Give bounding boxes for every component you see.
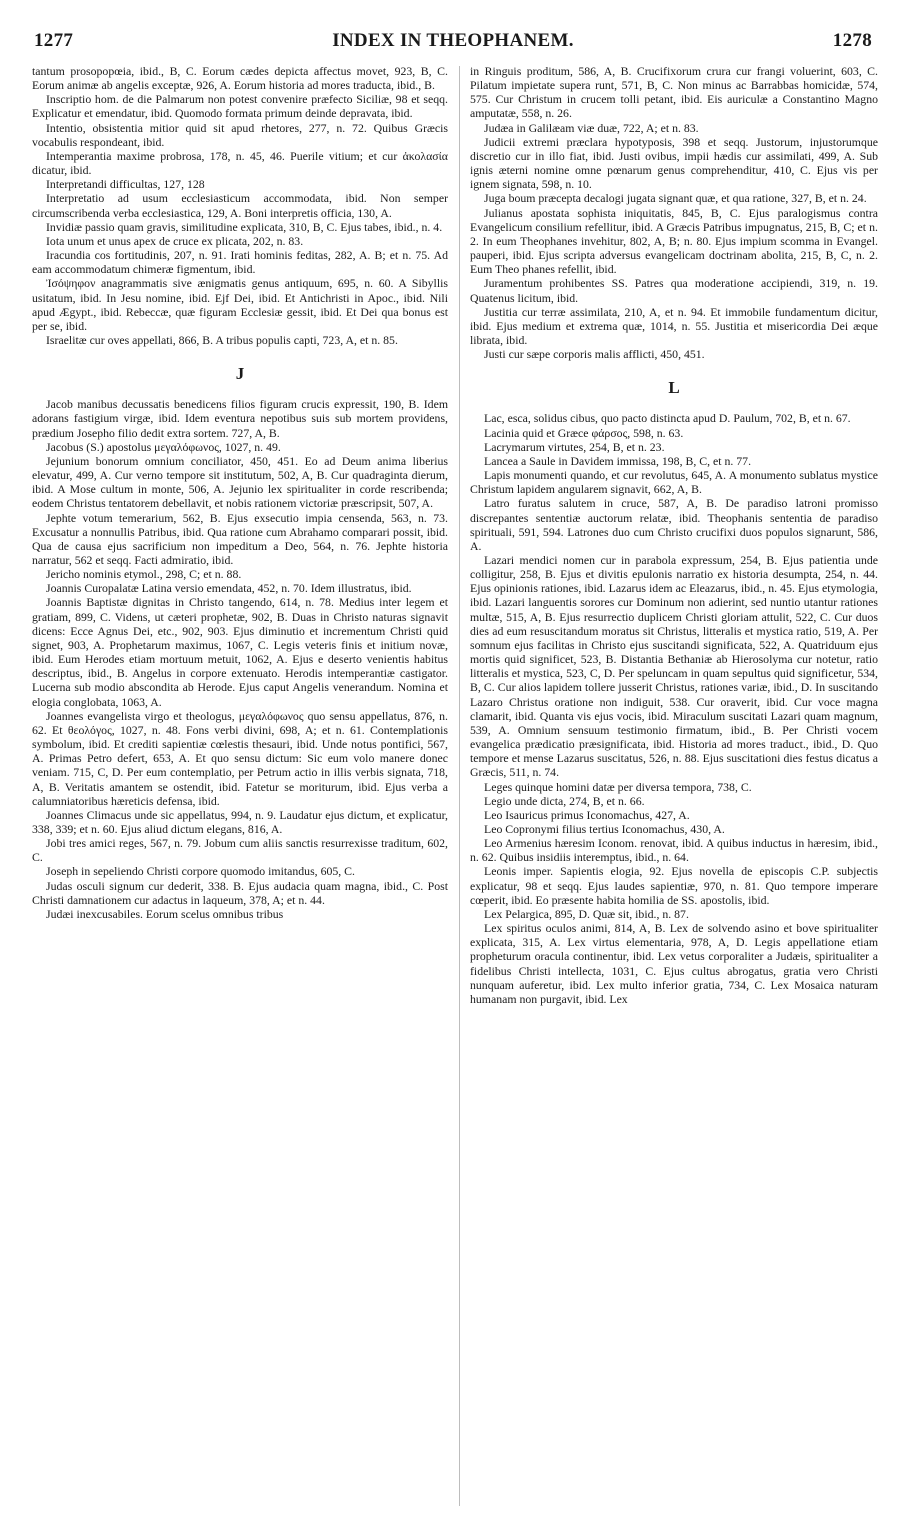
index-entry: Israelitæ cur oves appellati, 866, B. A tribus populis capti, 723, A, et n. 85. bbox=[46, 332, 398, 347]
index-entry: Ἰσόψηφον anagrammatis sive ænigmatis genus antiquum, 695, n. 60. A Sibyllis usitatum, ibid. In Jesu nomine, ibid. Ejf Dei, ibid. Et Antichristi in Apoc., ibid. Nili apud Ægypt., ibid. Rebeccæ, quæ figuram Ecclesiæ gessit, ibid. Et Dei qua bonus est per se, ibid. bbox=[32, 276, 448, 333]
index-entry: Lex spiritus oculos animi, 814, A, B. Lex de solvendo asino et bove spiritualiter explicata, 315, A. Lex virtus elementaria, 978, A, D. Legis appellatione etiam propheturum oracula continentur, ibid. Lex vetus corporaliter a Judæis, spiritualiter a fidelibus Christi intellecta, 1031, C. Ejus cultus abrogatus, gratia vero Christi nunquam auferetur, ibid. Lex multo inferior gratia, 734, C. Lex Mosaica naturam humanam non purgavit, ibid. Lex bbox=[470, 921, 878, 1006]
running-title: INDEX IN THEOPHANEM. bbox=[332, 30, 574, 51]
index-entry: Lapis monumenti quando, et cur revolutus, 645, A. A monumento sublatus mystice Christum lapidem angularem signavit, 662, A, B. bbox=[470, 468, 878, 497]
index-entry: Jacob manibus decussatis benedicens filios figuram crucis expressit, 190, B. Idem adorans fastigium virgæ, ibid. Idem eventura nepotibus suis sub mortem providens, prædium Josepho filio dedit extra sortem. 727, A, B. bbox=[32, 397, 448, 440]
index-entry: Lazari mendici nomen cur in parabola expressum, 254, B. Ejus patientia unde colligitur, 258, B. Ejus et divitis epulonis narratio ex historia desumpta, 254, n. 44. Ejus opinionis rationes, ibid. Lazarus idem ac Eleazarus, ibid., n. 45. Ejus etymologia, ibid. Lazari languentis sorores cur Dominum non adierint, sed nuntio utantur rationes multæ, 515, A, B. Ejus resurrectio duplicem Christi gloriam attulit, 522, C. Cur duos dies ad eum resuscitandum moratus sit Christus, litteralis et mystica ratio, 519, A. Per somnum ejus facilitas in Christo ejus suscitandi significata, 522, A. Quatriduum ejus mortis quid significet, 523, B. Distantia Bethaniæ ab Hierosolyma cur notetur, ratio litteralis et mystica, 523, C, D. Per speluncam in quam sepultus quid significetur, 534, B, C. Cur alios lapidem tollere jusserit Christus, rationes variæ, ibid., D. In suscitando Lazaro Christus oratione non indiguit, 538. Cur oraverit, ibid. Cur voce magna clamarit, ibid. Quanta vis ejus vocis, ibid. Miraculum suscitati Lazari quam magnum, 539, A. Omnium sensuum testimonio firmatum, ibid., B. Per Christi vocem evangelica prædicatio præsignificata, ibid. Historia ad mores traduct., ibid., D. Quo tempore et mense Lazarus suscitatus, 526, n. 88. Ejus suscitationi dies festus dicatus a Græcis, 511, n. 74. bbox=[470, 553, 878, 780]
index-entry: Jejunium bonorum omnium conciliator, 450, 451. Eo ad Deum anima liberius elevatur, 499, A. Cur verno tempore sit institutum, 502, A, B. Cur quadraginta dierum, ibid. A Mose cultum in monte, 506, A. Jejunio lex spiritualiter in corde rescribenda; eodem Christus tentatorem debellavit, et nobis rationem victoriæ præscripsit, 507, A. bbox=[32, 453, 448, 511]
index-entry: Joannis Curopalatæ Latina versio emendata, 452, n. 70. Idem illustratus, ibid. bbox=[46, 581, 412, 596]
index-entry: Leo Armenius hæresim Iconom. renovat, ibid. A quibus inductus in hæresim, ibid., n. 62. Quibus insidiis interemptus, ibid., n. 64. bbox=[470, 836, 878, 865]
index-entry: Leges quinque homini datæ per diversa tempora, 738, C. bbox=[484, 779, 752, 794]
index-entry: Judicii extremi præclara hypotyposis, 398 et seqq. Justorum, injustorumque discretio cur in illo fiat, ibid. Justi ovibus, impii hædis cur assimilati, 499, A. Sub ignis æterni nomine omne pœnarum genus comprehenditur, 410, C. Ejus vis per ignem signata, 598, n. 10. bbox=[470, 134, 878, 192]
index-entry: Lac, esca, solidus cibus, quo pacto distincta apud D. Paulum, 702, B, et n. 67. bbox=[484, 411, 851, 426]
index-entry: Latro furatus salutem in cruce, 587, A, B. De paradiso latroni promisso discrepantes sententiæ auctorum relatæ, ibid. Theophanis sententia de paradiso spirituali, 591, 594. Latrones duo cum Christo crucifixi duos populos signarunt, 586, A. bbox=[470, 496, 878, 553]
index-entry: Juga boum præcepta decalogi jugata signant quæ, et qua ratione, 327, B, et n. 24. bbox=[484, 191, 867, 206]
index-entry: Joseph in sepeliendo Christi corpore quomodo imitandus, 605, C. bbox=[46, 864, 355, 879]
index-entry: Judæa in Galilæam viæ duæ, 722, A; et n. 83. bbox=[484, 120, 699, 135]
index-entry: Iota unum et unus apex de cruce ex plicata, 202, n. 83. bbox=[46, 233, 304, 248]
index-entry: Invidiæ passio quam gravis, similitudine explicata, 310, B, C. Ejus tabes, ibid., n. 4. bbox=[46, 219, 443, 234]
index-entry: Intemperantia maxime probrosa, 178, n. 45, 46. Puerile vitium; et cur ἀκολασία dicatur, ibid. bbox=[32, 148, 448, 178]
page-header bbox=[34, 30, 872, 60]
index-entry: Jobi tres amici reges, 567, n. 79. Jobum cum aliis sanctis resurrexisse traditum, 602, C. bbox=[32, 836, 448, 865]
index-entry: Julianus apostata sophista iniquitatis, 845, B, C. Ejus paralogismus contra Evangelicum consilium refellitur, ibid. A Græcis Patribus impugnatus, 215, B, C; et n. 2. In eum Theophanes invehitur, 802, A, B; n. 80. Ejus impium scomma in Evangel. pauperi, ibid. Ejus scripta adversus evangelicam doctrinam abolita, 215, B, C, n. 2. Eum Theo phanes refellit, ibid. bbox=[470, 205, 878, 277]
index-entry: Joannis Baptistæ dignitas in Christo tangendo, 614, n. 78. Medius inter legem et gratiam, 899, C. Videns, ut cæteri prophetæ, 902, B. Duas in Christo naturas signavit dicens: Ecce Agnus Dei, etc., 902, 903. Ejus diminutio et incrementum Christi quid signet, 903, A. Prophetarum maximus, 1067, C. Legis veteris finis et initium novæ, ibid. Eum Herodes etiam mortuum metuit, 1062, A. Ejus e deserto venientis habitus descriptus, ibid., B. Angelus in corpore extenuato. Herodis intemperantiæ castigator. Lucerna sub modio abscondita ab Herode. Ejus caput Angelis venerandum. Nomina et elogia conglobata, 1063, A. bbox=[32, 595, 448, 709]
index-entry: Intentio, obsistentia mitior quid sit apud rhetores, 277, n. 72. Quibus Græcis vocabulis respondeant, ibid. bbox=[32, 120, 448, 149]
index-entry: Lex Pelargica, 895, D. Quæ sit, ibid., n. 87. bbox=[484, 906, 689, 921]
index-entry: Judas osculi signum cur dederit, 338. B. Ejus audacia quam magna, ibid., C. Post Christi damnationem cur adactus in laqueum, 378, A; et n. 44. bbox=[32, 878, 448, 907]
index-entry: Joannes Climacus unde sic appellatus, 994, n. 9. Laudatur ejus dictum, et explicatur, 338, 339; et n. 60. Ejus aliud dictum elegans, 816, A. bbox=[32, 807, 448, 836]
index-entry: Interpretandi difficultas, 127, 128 bbox=[46, 177, 205, 192]
index-entry: Iracundia cos fortitudinis, 207, n. 91. Irati hominis feditas, 282, A. B; et n. 75. Ad eam accommodatum chimeræ figmentum, ibid. bbox=[32, 248, 448, 277]
left-page-number: 1277 bbox=[34, 30, 74, 51]
index-entry: Legio unde dicta, 274, B, et n. 66. bbox=[484, 793, 645, 808]
index-entry: Judæi inexcusabiles. Eorum scelus omnibus tribus bbox=[46, 906, 284, 921]
index-entry: Lacinia quid et Græce φάρσος, 598, n. 63. bbox=[484, 425, 684, 440]
section-letter-l: L bbox=[668, 378, 680, 398]
index-entry: Jacobus (S.) apostolus μεγαλόφωνος, 1027, n. 49. bbox=[46, 439, 281, 454]
left-column bbox=[32, 64, 448, 921]
index-entry: Jephte votum temerarium, 562, B. Ejus exsecutio impia censenda, 563, n. 73. Excusatur a nonnullis Patribus, ibid. Qua ratione cum Abrahamo comparari possit, ibid. Qua de causa ejus sacrificium non impeditum a Deo, 564, n. 76. Jephte historia narratur, 562 et seqq. Facti admiratio, ibid. bbox=[32, 510, 448, 567]
section-letter-j: J bbox=[235, 364, 245, 384]
index-entry: Justitia cur terræ assimilata, 210, A, et n. 94. Et immobile fundamentum dicitur, ibid. Ejus medium et extrema quæ, 1014, n. 55. Justitia et misericordia Dei æque librata, ibid. bbox=[470, 304, 878, 347]
index-entry: tantum prosopopœia, ibid., B, C. Eorum cædes depicta affectus movet, 923, B, C. Eorum animæ ab angelis exceptæ, 926, A. Eorum historia ad mores traducta, ibid., B. bbox=[32, 64, 448, 93]
right-page-number: 1278 bbox=[832, 30, 872, 51]
index-entry: Lacrymarum virtutes, 254, B, et n. 23. bbox=[484, 439, 665, 454]
index-entry: Inscriptio hom. de die Palmarum non potest convenire præfecto Siciliæ, 98 et seqq. Explicatur et emendatur, ibid. Quomodo formata primum deinde depravata, ibid. bbox=[32, 92, 448, 121]
index-entry: Leonis imper. Sapientis elogia, 92. Ejus novella de episcopis C.P. subjectis explicatur, 98 et seqq. Ejus laudes sapientiæ, 970, n. 81. Quo tempore imperare cœperit, ibid. Eo præsente habita homilia de SS. apostolis, ibid. bbox=[470, 864, 878, 907]
index-entry: Leo Copronymi filius tertius Iconomachus, 430, A. bbox=[484, 821, 725, 836]
index-entry: Lancea a Saule in Davidem immissa, 198, B, C, et n. 77. bbox=[484, 453, 752, 468]
index-entry: Juramentum prohibentes SS. Patres qua moderatione accipiendi, 319, n. 19. Quatenus licitum, ibid. bbox=[470, 276, 878, 305]
index-entry: Leo Isauricus primus Iconomachus, 427, A. bbox=[484, 807, 690, 822]
column-divider bbox=[459, 66, 460, 1506]
index-entry: Jericho nominis etymol., 298, C; et n. 88. bbox=[46, 567, 242, 582]
index-entry: in Ringuis proditum, 586, A, B. Crucifixorum crura cur frangi voluerint, 603, C. Pilatum impietate supera runt, 571, B, C. Non minus ac Barrabbas homicidæ, 574, 575. Cur Christum in crucem tolli petant, ibid. Eis auriculæ a Constantino Magno amputatæ, 558, n. 26. bbox=[470, 64, 878, 121]
index-entry: Interpretatio ad usum ecclesiasticum accommodata, ibid. Non semper circumscribenda verba ecclesiastica, 129, A. Boni interpretis officia, 130, A. bbox=[32, 191, 448, 220]
right-column bbox=[470, 64, 878, 1006]
index-entry: Joannes evangelista virgo et theologus, μεγαλόφωνος quo sensu appellatus, 876, n. 62. Et θεολόγος, 1027, n. 48. Fons verbi divini, 698, A; et n. 61. Contemplationis symbolum, ibid. Et crediti sapientiæ cœlestis thesauri, ibid. Unde notus pontifici, 567, A. Primas Petro defert, 653, A. Et quo sensu dictum: Sic eum volo manere donec veniam. 715, C, D. Per eum contemplatio, per Petrum actio in illis verbis signata, 718, A, B. Veritatis amantem se ostendit, ibid. Fatetur se moriturum, ibid. Ejus verba a calumniatoribus hæreticis defensa, ibid. bbox=[32, 708, 448, 808]
index-entry: Justi cur sæpe corporis malis afflicti, 450, 451. bbox=[484, 347, 705, 362]
